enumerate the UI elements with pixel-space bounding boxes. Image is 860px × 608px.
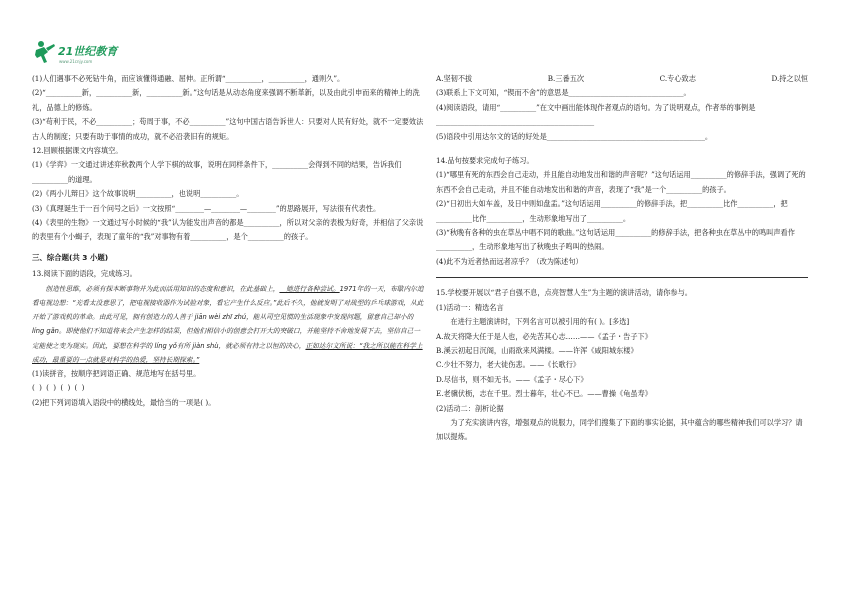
q13-sub-2: (2)把下列词语填入语段中的横线处，最恰当的一项是( )。 — [32, 397, 216, 407]
activity-2-text: 为了充实演讲内容，增强观点的说服力，同学们搜集了下面的事实论据，其中蕴含的哪些精神我们可以学习？请加以提炼。 — [436, 417, 803, 442]
quote-c[interactable]: C.少壮不努力，老大徒伤悲。——《长歌行》 — [436, 360, 581, 370]
q12-item-3: (3)《真理诞生于一百个问号之后》一文按照“________—________—________”的思路展开，写法很有代表性。 — [32, 203, 381, 213]
activity-1-prompt: 在进行主题演讲时，下列名言可以被引用的有( )。[多选] — [450, 317, 630, 327]
quote-e[interactable]: E.老骥伏枥，志在千里。烈士暮年，壮心不已。——曹操《龟虽寿》 — [436, 389, 652, 399]
q13-sub-1: (1)读拼音，按顺序把词语正确、规范地写在括号里。 — [32, 368, 201, 378]
svg-text:21世纪教育: 21世纪教育 — [58, 45, 118, 58]
q14-item-1: (1)“哪里有死的东西会自己走动，并且能自动地发出和谐的声音呢？”这句话运用__________的修辞手法，强调了死的东西不会自己走动，并且不能自动地发出和谐的声音，表现了“我”是一个__________的孩子。 — [436, 170, 806, 194]
section-3-heading: 三、综合题(共 3 小题) — [32, 252, 109, 262]
answer-line[interactable] — [436, 269, 808, 278]
quote-d[interactable]: D.尽信书，则不如无书。——《孟子・尽心下》 — [436, 374, 588, 384]
q14-item-2: (2)“日初出大如车盖，及日中则如盘盂。”这句话运用__________的修辞手法，把__________比作__________，把__________比作__________，生动形象地写出了__________。 — [436, 199, 788, 223]
option-b[interactable]: B.三番五次 — [547, 74, 585, 83]
q11-item-2: (2)“__________新，__________新，__________新。”这句话是从动态角度来强调不断革新，以及由此引申而来的精神上的洗礼，品德上的修炼。 — [32, 88, 420, 112]
site-logo — [32, 38, 142, 66]
q12-title: 12.回顾根据课文内容填空。 — [32, 146, 123, 156]
svg-text:www.21cnjy.com: www.21cnjy.com — [59, 59, 93, 64]
passage-intro: 创造性思维，必须有探本断事物并为此而活用知识的态度和意识，在此基础上， — [45, 284, 280, 293]
q14-item-4: (4)此不为近者热而远者凉乎？（改为陈述句） — [436, 256, 583, 266]
q12-item-2: (2)《两小儿辩日》这个故事说明__________，也说明__________。 — [32, 189, 244, 199]
activity-1-heading: (1)活动一：精选名言 — [436, 302, 504, 312]
option-c[interactable]: C.专心致志 — [659, 74, 696, 83]
q13-sub-1-blanks[interactable]: ( ) ( ) ( ) ( ) — [32, 383, 86, 393]
passage-underlined-2: 正如达尔文所说：“我之所以能在科学上成功，最重要的一点就是对科学的热爱，坚持长期探索。” — [32, 341, 423, 364]
q14-item-3: (3)“秋晚有各种的虫在草丛中唱不同的歌曲。”这句话运用__________的修辞手法，把各种虫在草丛中的鸣叫声看作__________，生动形象地写出了秋晚虫子鸣叫的热闹。 — [436, 228, 795, 252]
q13-options — [436, 72, 808, 86]
passage-underlined-1: __她进行各种尝试。 — [279, 284, 340, 293]
option-d[interactable]: D.持之以恒 — [771, 74, 808, 83]
left-column — [32, 72, 424, 410]
passage-body: 1971年的一天，布歇内尔追看电视边想：“光看太没意思了，把电视接收器作为试验对象，看它产生什么反应。”此后不久，他就发明了对战型的乒乓球游戏，从此开始了游戏机的革命。由此可见，拥有创造力的人善于 jiān wèi zhī zhú，能从司空见惯的生活现象中发现问题，留意自己却小的 líng gǎn。即使他们不知道将来会产生怎样的结果，但他们相信小的创意会打开大的突破口，并能坚持不舍地发展下去，坚信自己一定能使之变为现实。因此，要想在科学的 líng yǒ有所 jiàn shù，就必须有持之以恒的决心， — [32, 284, 424, 350]
q13-sub-3: (3)联系上下文可知，“锲而不舍”的意思是________________________________。 — [436, 88, 691, 98]
q12-item-1: (1)《学弈》一文通过讲述弈秋教两个人学下棋的故事，说明在同样条件下，__________会得到不同的结果，告诉我们__________的道理。 — [32, 160, 402, 184]
passage-paragraph — [32, 282, 424, 367]
quote-a[interactable]: A.故天将降大任于是人也，必先苦其心志……——《孟子・告子下》 — [436, 331, 652, 341]
q14-title: 14.品句按要求完成句子练习。 — [436, 156, 534, 166]
q13-passage — [32, 282, 424, 367]
q11-item-1: (1)人们遇事不必死钻牛角，而应该懂得通融、屈伸。正所谓“__________，__________，通则久”。 — [32, 74, 345, 83]
q13-sub-5: (5)语段中引用达尔文的话的好处是____________________________________________。 — [436, 131, 713, 141]
option-a[interactable]: A.坚韧不拔 — [436, 74, 473, 83]
q13-title: 13.阅读下面的语段，完成练习。 — [32, 269, 137, 279]
activity-2-heading: (2)活动二：剖析论据 — [436, 403, 504, 413]
q15-title: 15.学校要开展以“君子自强不息，点亮智慧人生”为主题的演讲活动，请你参与。 — [436, 288, 692, 298]
q11-item-3: (3)“苟利于民，不必__________；苟周于事，不必__________”这句中国古语告诉世人：只要对人民有好处，就不一定要效法古人的制度；只要有助于事情的成功，就不必沿袭旧有的规矩。 — [32, 117, 424, 141]
right-column — [436, 72, 808, 445]
q13-sub-4: (4)阅读语段，请用“__________”在文中画出能体现作者观点的语句。为了说明观点，作者举的事例是____________________________________________ — [436, 102, 756, 127]
q12-item-4: (4)《表里的生物》一文通过写小时候的“我”认为能发出声音的都是__________，所以对父亲的表极为好奇，并相信了父亲说的表里有个小蝎子，表现了童年的“我”对事物有着__________，是个__________的孩子。 — [32, 218, 424, 242]
quote-b[interactable]: B.溪云初起日沉阁，山雨欲来风满楼。——许浑《咸阳城东楼》 — [436, 345, 638, 355]
